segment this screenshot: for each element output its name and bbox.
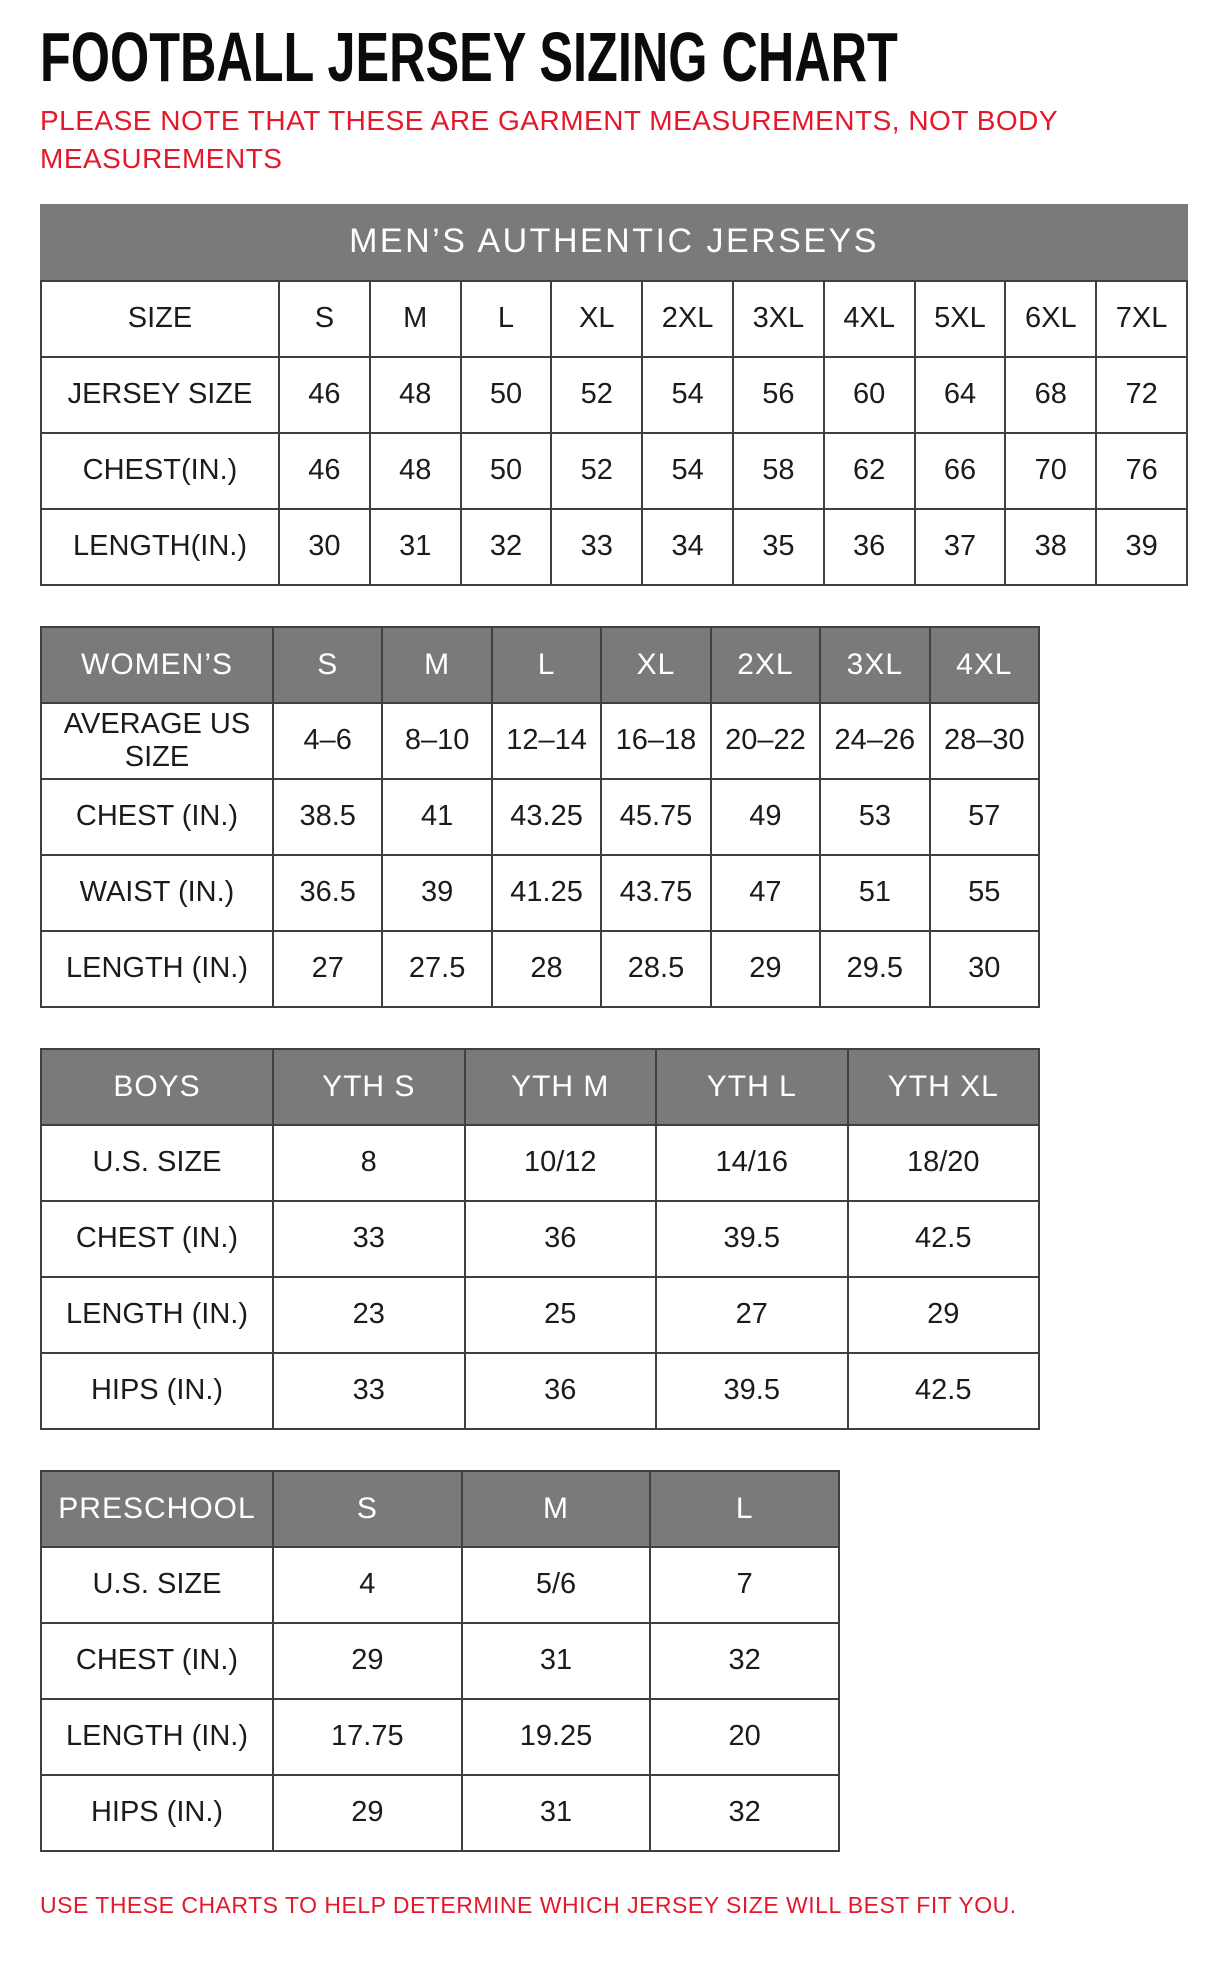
value-cell: 64 — [915, 357, 1006, 433]
row-label-cell: U.S. SIZE — [41, 1547, 273, 1623]
value-cell: 14/16 — [656, 1125, 848, 1201]
row-label-cell: HIPS (IN.) — [41, 1775, 273, 1851]
value-cell: 72 — [1096, 357, 1187, 433]
value-cell: 50 — [461, 357, 552, 433]
womens-size-table — [40, 626, 1040, 1008]
value-cell: 68 — [1005, 357, 1096, 433]
value-cell: 57 — [930, 779, 1039, 855]
value-cell: L — [461, 281, 552, 357]
preschool-size-table — [40, 1470, 840, 1852]
value-cell: 54 — [642, 433, 733, 509]
footer-fit-note: USE THESE CHARTS TO HELP DETERMINE WHICH JERSEY SIZE WILL BEST FIT YOU. — [40, 1891, 1017, 1918]
value-cell: 32 — [650, 1623, 839, 1699]
value-cell: 30 — [279, 509, 370, 585]
preschool-jerseys-table — [40, 1470, 1192, 1852]
value-cell: 43.25 — [492, 779, 601, 855]
page-title-text: FOOTBALL JERSEY SIZING CHART — [40, 18, 898, 96]
value-cell: 46 — [279, 357, 370, 433]
row-label-cell: CHEST (IN.) — [41, 779, 273, 855]
value-cell: 48 — [370, 357, 461, 433]
value-cell: 7 — [650, 1547, 839, 1623]
value-cell: 27.5 — [382, 931, 491, 1007]
table-header-row — [41, 1471, 839, 1547]
value-cell: 36 — [465, 1353, 657, 1429]
value-cell: 39.5 — [656, 1201, 848, 1277]
value-cell: 6XL — [1005, 281, 1096, 357]
value-cell: 29 — [848, 1277, 1040, 1353]
row-label-cell: CHEST(IN.) — [41, 433, 279, 509]
table-row — [41, 931, 1039, 1007]
table-row — [41, 1125, 1039, 1201]
table-row — [41, 281, 1187, 357]
row-label-cell: LENGTH (IN.) — [41, 1699, 273, 1775]
value-cell: 17.75 — [273, 1699, 462, 1775]
table-row — [41, 509, 1187, 585]
value-cell: XL — [551, 281, 642, 357]
value-cell: 33 — [551, 509, 642, 585]
row-label-cell: LENGTH (IN.) — [41, 931, 273, 1007]
row-label-cell: PRESCHOOL — [41, 1471, 273, 1547]
row-label-cell: CHEST (IN.) — [41, 1201, 273, 1277]
value-cell: 32 — [461, 509, 552, 585]
boys-jerseys-table — [40, 1048, 1192, 1430]
table-row — [41, 1775, 839, 1851]
value-cell: 28.5 — [601, 931, 710, 1007]
value-cell: 5/6 — [462, 1547, 651, 1623]
value-cell: 30 — [930, 931, 1039, 1007]
row-label-cell: LENGTH (IN.) — [41, 1277, 273, 1353]
value-cell: 50 — [461, 433, 552, 509]
value-cell: 53 — [820, 779, 929, 855]
value-cell: 7XL — [1096, 281, 1187, 357]
value-cell: 23 — [273, 1277, 465, 1353]
table-row — [41, 1547, 839, 1623]
value-cell: 41 — [382, 779, 491, 855]
row-label-cell: CHEST (IN.) — [41, 1623, 273, 1699]
value-cell: 33 — [273, 1353, 465, 1429]
table-row — [41, 1277, 1039, 1353]
value-cell: 39 — [382, 855, 491, 931]
table-row — [41, 1699, 839, 1775]
value-cell: 18/20 — [848, 1125, 1040, 1201]
table-row — [41, 1201, 1039, 1277]
value-cell: 34 — [642, 509, 733, 585]
value-cell: 28 — [492, 931, 601, 1007]
value-cell: 4 — [273, 1547, 462, 1623]
value-cell: 4XL — [824, 281, 915, 357]
value-cell: M — [382, 627, 491, 703]
value-cell: 10/12 — [465, 1125, 657, 1201]
garment-measurement-note: PLEASE NOTE THAT THESE ARE GARMENT MEASUREMENTS, NOT BODY MEASUREMENTS — [40, 105, 1058, 174]
table-row — [41, 703, 1039, 779]
value-cell: 45.75 — [601, 779, 710, 855]
value-cell: 2XL — [642, 281, 733, 357]
value-cell: 42.5 — [848, 1201, 1040, 1277]
value-cell: 52 — [551, 357, 642, 433]
value-cell: 66 — [915, 433, 1006, 509]
value-cell: 25 — [465, 1277, 657, 1353]
row-label-cell: AVERAGE US SIZE — [41, 703, 273, 779]
value-cell: YTH S — [273, 1049, 465, 1125]
table-row — [41, 1623, 839, 1699]
value-cell: 56 — [733, 357, 824, 433]
value-cell: 8 — [273, 1125, 465, 1201]
value-cell: 35 — [733, 509, 824, 585]
value-cell: 39 — [1096, 509, 1187, 585]
value-cell: L — [492, 627, 601, 703]
table-row — [41, 433, 1187, 509]
page-title — [40, 18, 1192, 96]
value-cell: 31 — [462, 1775, 651, 1851]
value-cell: 19.25 — [462, 1699, 651, 1775]
value-cell: 3XL — [820, 627, 929, 703]
value-cell: 46 — [279, 433, 370, 509]
value-cell: 8–10 — [382, 703, 491, 779]
value-cell: 4XL — [930, 627, 1039, 703]
row-label-cell: SIZE — [41, 281, 279, 357]
value-cell: 41.25 — [492, 855, 601, 931]
value-cell: 31 — [370, 509, 461, 585]
value-cell: S — [273, 627, 382, 703]
value-cell: 24–26 — [820, 703, 929, 779]
value-cell: YTH L — [656, 1049, 848, 1125]
value-cell: 58 — [733, 433, 824, 509]
value-cell: XL — [601, 627, 710, 703]
value-cell: 16–18 — [601, 703, 710, 779]
value-cell: 62 — [824, 433, 915, 509]
table-row — [41, 855, 1039, 931]
mens-size-table — [40, 280, 1188, 586]
value-cell: 27 — [273, 931, 382, 1007]
value-cell: 47 — [711, 855, 820, 931]
value-cell: 20–22 — [711, 703, 820, 779]
value-cell: 52 — [551, 433, 642, 509]
value-cell: 3XL — [733, 281, 824, 357]
value-cell: 37 — [915, 509, 1006, 585]
row-label-cell: HIPS (IN.) — [41, 1353, 273, 1429]
value-cell: 38.5 — [273, 779, 382, 855]
row-label-cell: WOMEN’S — [41, 627, 273, 703]
value-cell: 36 — [465, 1201, 657, 1277]
value-cell: 27 — [656, 1277, 848, 1353]
value-cell: 60 — [824, 357, 915, 433]
value-cell: YTH M — [465, 1049, 657, 1125]
row-label-cell: WAIST (IN.) — [41, 855, 273, 931]
womens-jerseys-table — [40, 626, 1192, 1008]
value-cell: 36 — [824, 509, 915, 585]
value-cell: 55 — [930, 855, 1039, 931]
value-cell: 4–6 — [273, 703, 382, 779]
row-label-cell: JERSEY SIZE — [41, 357, 279, 433]
value-cell: 28–30 — [930, 703, 1039, 779]
value-cell: 29 — [711, 931, 820, 1007]
mens-table-banner: MEN’S AUTHENTIC JERSEYS — [40, 204, 1188, 280]
table-row — [41, 1353, 1039, 1429]
value-cell: M — [370, 281, 461, 357]
value-cell: 42.5 — [848, 1353, 1040, 1429]
value-cell: 51 — [820, 855, 929, 931]
value-cell: 31 — [462, 1623, 651, 1699]
value-cell: 20 — [650, 1699, 839, 1775]
value-cell: 12–14 — [492, 703, 601, 779]
value-cell: 38 — [1005, 509, 1096, 585]
value-cell: M — [462, 1471, 651, 1547]
value-cell: 5XL — [915, 281, 1006, 357]
boys-size-table — [40, 1048, 1040, 1430]
table-row — [41, 357, 1187, 433]
row-label-cell: U.S. SIZE — [41, 1125, 273, 1201]
table-row — [41, 779, 1039, 855]
value-cell: 29.5 — [820, 931, 929, 1007]
mens-authentic-jerseys-table — [40, 204, 1192, 586]
value-cell: 48 — [370, 433, 461, 509]
value-cell: 39.5 — [656, 1353, 848, 1429]
value-cell: YTH XL — [848, 1049, 1040, 1125]
value-cell: 54 — [642, 357, 733, 433]
value-cell: 33 — [273, 1201, 465, 1277]
value-cell: S — [279, 281, 370, 357]
row-label-cell: BOYS — [41, 1049, 273, 1125]
value-cell: 70 — [1005, 433, 1096, 509]
value-cell: L — [650, 1471, 839, 1547]
value-cell: 49 — [711, 779, 820, 855]
value-cell: 29 — [273, 1775, 462, 1851]
table-header-row — [41, 627, 1039, 703]
value-cell: 36.5 — [273, 855, 382, 931]
value-cell: 43.75 — [601, 855, 710, 931]
value-cell: 2XL — [711, 627, 820, 703]
table-header-row — [41, 1049, 1039, 1125]
value-cell: 76 — [1096, 433, 1187, 509]
row-label-cell: LENGTH(IN.) — [41, 509, 279, 585]
value-cell: S — [273, 1471, 462, 1547]
value-cell: 29 — [273, 1623, 462, 1699]
value-cell: 32 — [650, 1775, 839, 1851]
